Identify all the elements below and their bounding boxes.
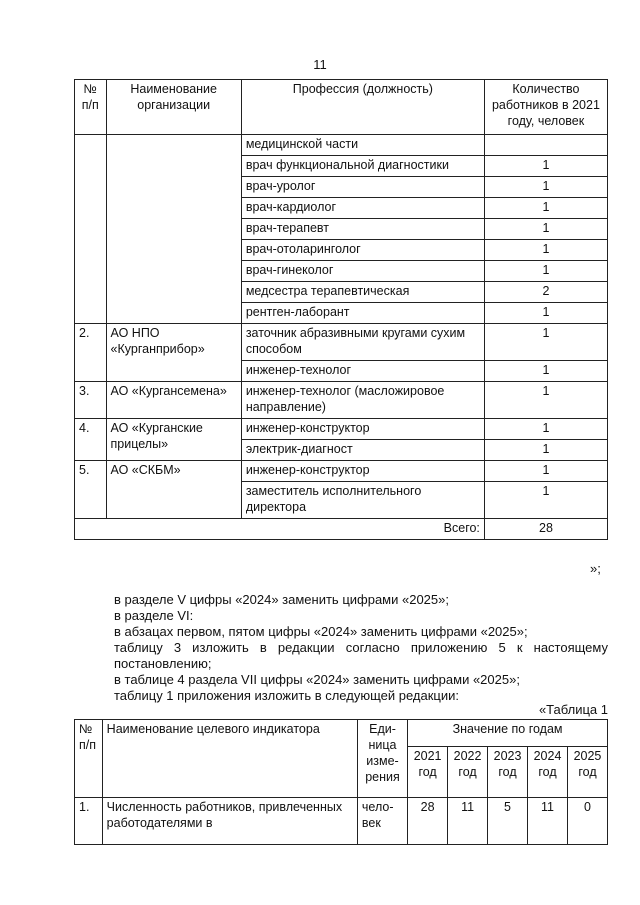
paragraph: в таблице 4 раздела VII цифры «2024» заменить цифрами «2025»; bbox=[114, 672, 520, 687]
cell-count bbox=[484, 135, 607, 156]
cell-value: 11 bbox=[528, 798, 568, 845]
cell-org bbox=[106, 135, 241, 324]
header-org: Наименование организации bbox=[106, 80, 241, 135]
cell-count: 1 bbox=[484, 361, 607, 382]
cell-num: 2. bbox=[75, 324, 107, 382]
paragraph: в разделе V цифры «2024» заменить цифрами «2025»; bbox=[114, 592, 449, 607]
cell-count: 1 bbox=[484, 419, 607, 440]
table-row bbox=[75, 461, 608, 482]
cell-num: 5. bbox=[75, 461, 107, 519]
cell-prof: заместитель исполнительного директора bbox=[241, 482, 484, 519]
total-row bbox=[75, 519, 608, 540]
table-row bbox=[75, 382, 608, 419]
indicator-table bbox=[74, 719, 608, 845]
table-caption: «Таблица 1 bbox=[538, 702, 608, 717]
page-number: 11 bbox=[313, 57, 327, 72]
cell-prof: рентген-лаборант bbox=[241, 303, 484, 324]
cell-prof: инженер-технолог (масложировое направление) bbox=[241, 382, 484, 419]
cell-prof: заточник абразивными кругами сухим способом bbox=[241, 324, 484, 361]
cell-prof: врач-кардиолог bbox=[241, 198, 484, 219]
header-count: Количество работников в 2021 году, человек bbox=[484, 80, 607, 135]
cell-org: АО НПО «Курганприбор» bbox=[106, 324, 241, 382]
cell-count: 1 bbox=[484, 324, 607, 361]
header-year: 2021 год bbox=[408, 747, 448, 798]
cell-count: 1 bbox=[484, 219, 607, 240]
cell-prof: медсестра терапевтическая bbox=[241, 282, 484, 303]
cell-count: 1 bbox=[484, 461, 607, 482]
cell-count: 1 bbox=[484, 261, 607, 282]
table-row bbox=[75, 798, 608, 845]
header-years-group: Значение по годам bbox=[408, 720, 608, 747]
cell-count: 1 bbox=[484, 482, 607, 519]
paragraph: в абзацах первом, пятом цифры «2024» заменить цифрами «2025»; bbox=[114, 624, 528, 639]
header-num: № п/п bbox=[75, 80, 107, 135]
cell-count: 1 bbox=[484, 440, 607, 461]
cell-prof: врач-гинеколог bbox=[241, 261, 484, 282]
cell-num: 4. bbox=[75, 419, 107, 461]
cell-prof: врач функциональной диагностики bbox=[241, 156, 484, 177]
cell-count: 1 bbox=[484, 198, 607, 219]
header-unit: Еди-ница изме-рения bbox=[357, 720, 407, 798]
cell-value: 28 bbox=[408, 798, 448, 845]
cell-prof: инженер-конструктор bbox=[241, 461, 484, 482]
cell-org: АО «Курганские прицелы» bbox=[106, 419, 241, 461]
paragraph: в разделе VI: bbox=[114, 608, 194, 623]
cell-org: АО «Кургансемена» bbox=[106, 382, 241, 419]
cell-value: 0 bbox=[567, 798, 607, 845]
header-prof: Профессия (должность) bbox=[241, 80, 484, 135]
amendment-text bbox=[74, 592, 608, 704]
total-label: Всего: bbox=[75, 519, 485, 540]
cell-count: 1 bbox=[484, 156, 607, 177]
cell-prof: медицинской части bbox=[241, 135, 484, 156]
table-row bbox=[75, 135, 608, 156]
paragraph: таблицу 3 изложить в редакции согласно приложению 5 к настоящему постановлению; bbox=[114, 640, 608, 671]
cell-value: 11 bbox=[448, 798, 488, 845]
workers-table bbox=[74, 79, 608, 540]
header-year: 2022 год bbox=[448, 747, 488, 798]
cell-name: Численность работников, привлеченных работодателями в bbox=[102, 798, 357, 845]
header-year: 2024 год bbox=[528, 747, 568, 798]
paragraph: таблицу 1 приложения изложить в следующей редакции: bbox=[114, 688, 459, 703]
cell-prof: инженер-технолог bbox=[241, 361, 484, 382]
header-year: 2023 год bbox=[488, 747, 528, 798]
cell-value: 5 bbox=[488, 798, 528, 845]
cell-prof: врач-терапевт bbox=[241, 219, 484, 240]
cell-count: 1 bbox=[484, 240, 607, 261]
total-value: 28 bbox=[484, 519, 607, 540]
header-year: 2025 год bbox=[567, 747, 607, 798]
cell-num: 1. bbox=[75, 798, 103, 845]
table-header-row bbox=[75, 720, 608, 747]
table-row bbox=[75, 324, 608, 361]
closing-quote: »; bbox=[590, 561, 601, 576]
table-header-row bbox=[75, 80, 608, 135]
cell-prof: электрик-диагност bbox=[241, 440, 484, 461]
cell-unit: чело-век bbox=[357, 798, 407, 845]
header-name: Наименование целевого индикатора bbox=[102, 720, 357, 798]
header-num: № п/п bbox=[75, 720, 103, 798]
cell-count: 1 bbox=[484, 303, 607, 324]
cell-prof: врач-отоларинголог bbox=[241, 240, 484, 261]
cell-prof: врач-уролог bbox=[241, 177, 484, 198]
cell-count: 1 bbox=[484, 177, 607, 198]
cell-num: 3. bbox=[75, 382, 107, 419]
cell-count: 1 bbox=[484, 382, 607, 419]
cell-num bbox=[75, 135, 107, 324]
cell-org: АО «СКБМ» bbox=[106, 461, 241, 519]
cell-count: 2 bbox=[484, 282, 607, 303]
table-row bbox=[75, 419, 608, 440]
cell-prof: инженер-конструктор bbox=[241, 419, 484, 440]
